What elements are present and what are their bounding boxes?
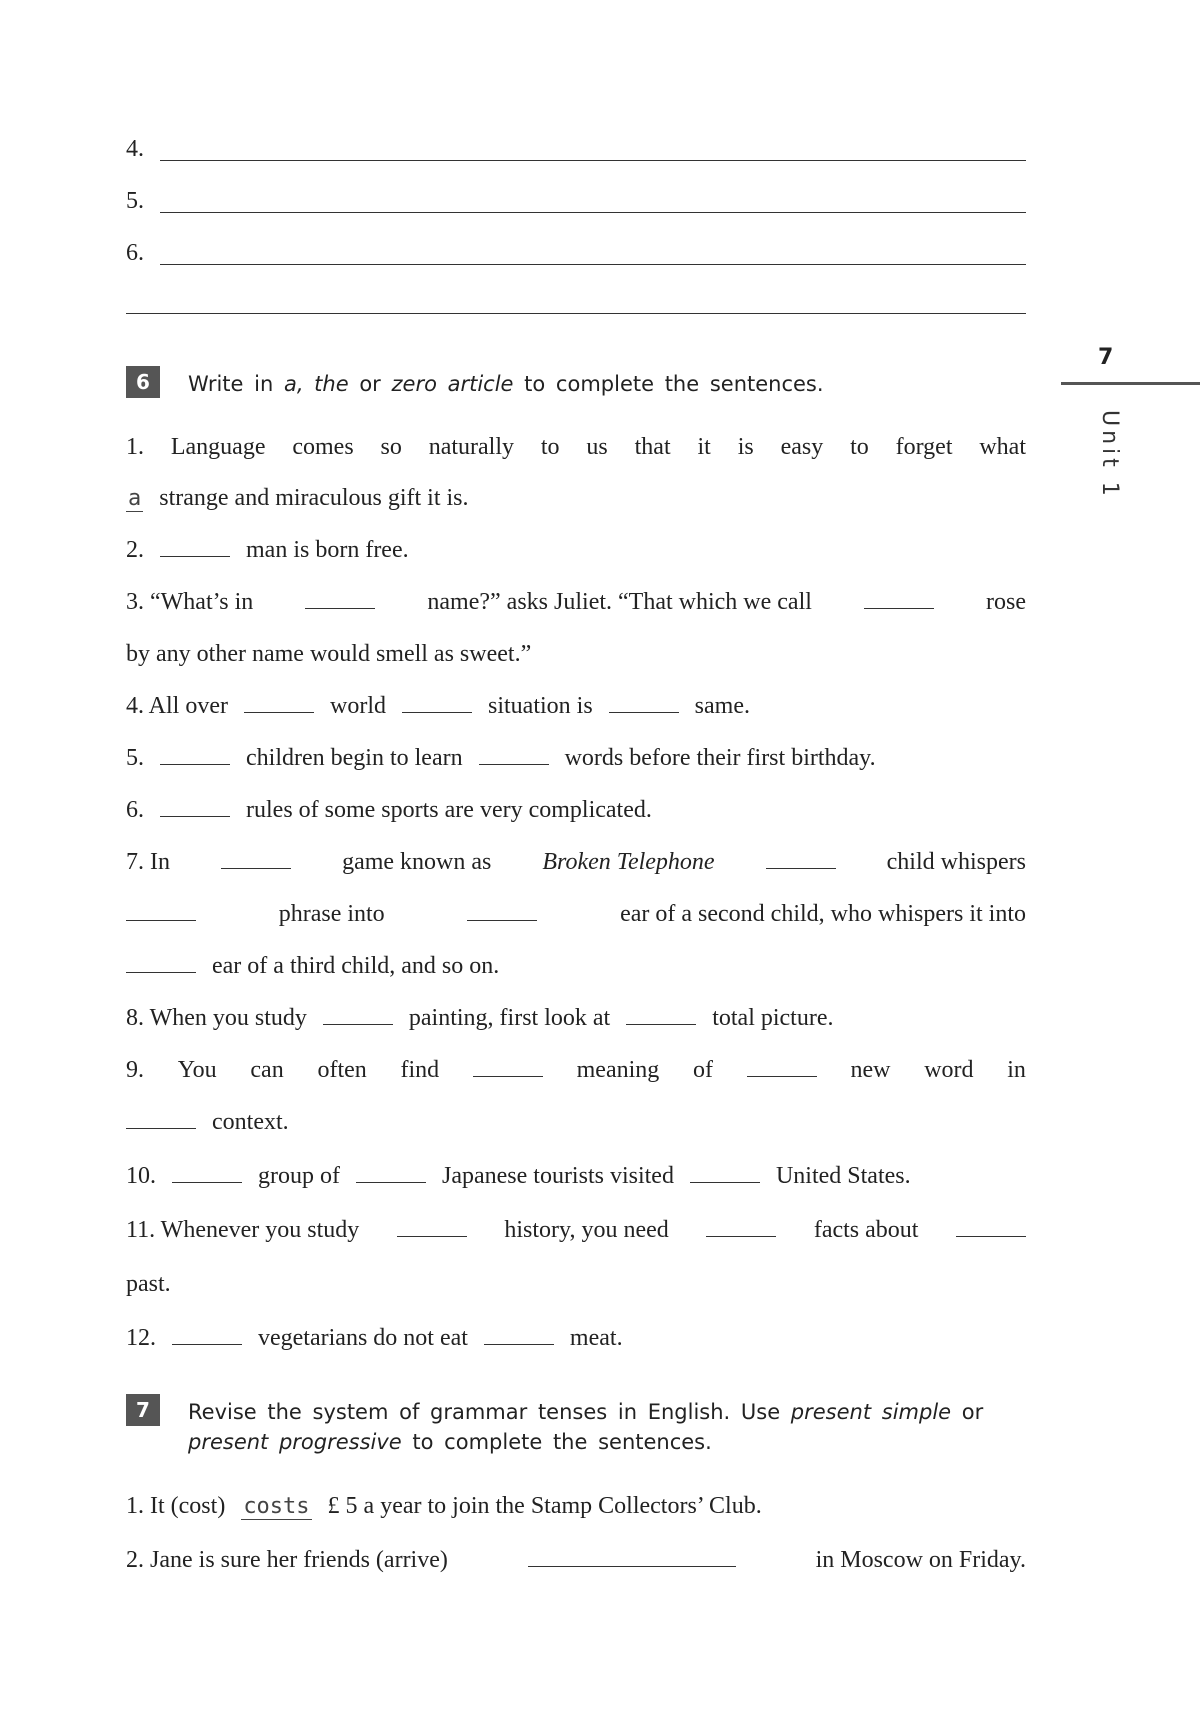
sentence-text: total picture.: [712, 1005, 834, 1031]
sentence-text: history, you need: [504, 1217, 669, 1243]
answer-rule: [160, 160, 1026, 161]
sentence-line: [126, 1105, 1026, 1139]
sentence-text: group of: [258, 1163, 340, 1189]
instruction-text: Write in: [188, 372, 274, 396]
sentence-line: [126, 741, 1026, 775]
sentence-line: [126, 585, 1026, 619]
answer-blank[interactable]: [221, 848, 291, 869]
sentence-text: past.: [126, 1271, 171, 1297]
word: naturally: [428, 434, 515, 460]
answer-blank[interactable]: [956, 1216, 1026, 1237]
side-tab-divider: [1061, 382, 1200, 385]
exercise-6-header: [126, 366, 1026, 400]
word: word: [924, 1057, 974, 1083]
answer-line-4[interactable]: [126, 136, 1026, 166]
sentence-line: [126, 1543, 1026, 1577]
sentence-line: [126, 1001, 1026, 1035]
word: meaning: [576, 1057, 660, 1083]
sentence-text: in Moscow on Friday.: [815, 1547, 1026, 1573]
instruction-text: Revise the system of grammar tenses in English. Use: [188, 1400, 781, 1424]
answer-blank[interactable]: [766, 848, 836, 869]
sentence-text: strange and miraculous gift it is.: [159, 485, 469, 511]
answer-line-number: 6.: [126, 240, 144, 266]
word: that: [634, 434, 671, 460]
answer-blank[interactable]: [626, 1004, 696, 1025]
sentence-line: [126, 845, 1026, 879]
item-number: 6.: [126, 797, 144, 823]
item-number: 12.: [126, 1325, 156, 1351]
answer-line-continuation[interactable]: [126, 313, 1026, 314]
instruction-italic: a, the: [283, 372, 349, 396]
answer-blank[interactable]: [609, 692, 679, 713]
instruction-text: or: [359, 372, 381, 396]
sentence-line: [126, 481, 1026, 515]
sentence-line: [126, 1053, 1026, 1087]
sentence-text: rose: [986, 589, 1026, 615]
sentence-line: [126, 1267, 1026, 1301]
answer-blank[interactable]: [160, 796, 230, 817]
exercise-number-badge: 6: [126, 366, 160, 398]
word: Language: [170, 434, 266, 460]
sentence-text: 2. Jane is sure her friends (arrive): [126, 1547, 448, 1573]
answer-blank[interactable]: [467, 900, 537, 921]
answer-blank[interactable]: [402, 692, 472, 713]
game-title: Broken Telephone: [542, 849, 715, 875]
word: it: [697, 434, 711, 460]
word: You: [177, 1057, 217, 1083]
word: is: [737, 434, 754, 460]
sentence-text: situation is: [488, 693, 593, 719]
sentence-line: [126, 793, 1026, 827]
answer-blank[interactable]: [126, 952, 196, 973]
word: comes: [292, 434, 354, 460]
answer-blank[interactable]: [172, 1324, 242, 1345]
sentence-line: [126, 949, 1026, 983]
unit-label: Unit 1: [1097, 410, 1122, 500]
item-number: 5.: [126, 745, 144, 771]
instruction-italic: present progressive: [188, 1430, 402, 1454]
sentence-text: rules of some sports are very complicated.: [246, 797, 652, 823]
answer-blank[interactable]: [690, 1162, 760, 1183]
word: of: [693, 1057, 714, 1083]
sentence-text: words before their first birthday.: [564, 745, 876, 771]
sentence-text: 7. In: [126, 849, 170, 875]
answer-blank[interactable]: [126, 900, 196, 921]
sentence-text: child whispers: [886, 849, 1026, 875]
sentence-line: [126, 533, 1026, 567]
item-number: 10.: [126, 1163, 156, 1189]
word: new: [850, 1057, 891, 1083]
sample-answer: a: [128, 486, 142, 511]
sentence-text: man is born free.: [246, 537, 409, 563]
sentence-text: children begin to learn: [246, 745, 463, 771]
sentence-text: 11. Whenever you study: [126, 1217, 360, 1243]
item-number: 9.: [126, 1057, 144, 1083]
sentence-line: [126, 637, 1026, 671]
sentence-text: context.: [212, 1109, 289, 1135]
sentence-text: United States.: [775, 1163, 911, 1189]
instruction-text: to complete the sentences.: [524, 372, 824, 396]
word: so: [380, 434, 402, 460]
exercise-instruction: [188, 369, 1026, 399]
sentence-text: vegetarians do not eat: [258, 1325, 468, 1351]
answer-blank[interactable]: [126, 1108, 196, 1129]
exercise-instruction: [188, 1397, 1026, 1457]
answer-rule: [160, 264, 1026, 265]
answer-blank[interactable]: [356, 1162, 426, 1183]
sentence-text: game known as: [342, 849, 492, 875]
word: to: [540, 434, 560, 460]
sentence-text: painting, first look at: [408, 1005, 611, 1031]
answer-line-5[interactable]: [126, 188, 1026, 218]
sentence-text: name?” asks Juliet. “That which we call: [427, 589, 812, 615]
answer-line-number: 4.: [126, 136, 144, 162]
instruction-text: to complete the sentences.: [412, 1430, 712, 1454]
sentence-text: 1. It (cost): [126, 1493, 226, 1519]
answer-blank[interactable]: [160, 744, 230, 765]
word: find: [400, 1057, 440, 1083]
sentence-text: 3. “What’s in: [126, 589, 254, 615]
sentence-text: Japanese tourists visited: [441, 1163, 674, 1189]
answer-blank[interactable]: [528, 1546, 736, 1567]
answer-rule: [160, 212, 1026, 213]
sentence-line: [126, 1321, 1026, 1355]
sentence-text: same.: [694, 693, 750, 719]
answer-blank[interactable]: [484, 1324, 554, 1345]
instruction-italic: present simple: [790, 1400, 952, 1424]
sentence-line: [126, 689, 1026, 723]
word: to: [850, 434, 869, 460]
item-number: 1.: [126, 434, 144, 460]
word: can: [250, 1057, 284, 1083]
sentence-line: [126, 430, 1026, 464]
answer-blank[interactable]: [473, 1056, 543, 1077]
sentence-text: by any other name would smell as sweet.”: [126, 641, 532, 667]
exercise-number-badge: 7: [126, 1394, 160, 1426]
word: in: [1007, 1057, 1026, 1083]
word: forget: [895, 434, 953, 460]
instruction-text: or: [961, 1400, 984, 1424]
sentence-line: [126, 1159, 1026, 1193]
sentence-text: ear of a third child, and so on.: [212, 953, 500, 979]
item-number: 2.: [126, 537, 144, 563]
answer-line-number: 5.: [126, 188, 144, 214]
answer-blank[interactable]: [160, 536, 230, 557]
instruction-italic: zero article: [391, 372, 514, 396]
answer-blank[interactable]: [323, 1004, 393, 1025]
word: easy: [780, 434, 824, 460]
page-number: 7: [1098, 345, 1114, 370]
word: us: [586, 434, 608, 460]
word: often: [317, 1057, 367, 1083]
sample-answer: costs: [243, 1494, 310, 1519]
sentence-line: [126, 897, 1026, 931]
answer-blank[interactable]: [864, 588, 934, 609]
word: what: [979, 434, 1026, 460]
answer-blank[interactable]: [479, 744, 549, 765]
answer-blank[interactable]: [172, 1162, 242, 1183]
answer-blank[interactable]: [747, 1056, 817, 1077]
sentence-text: 4. All over: [126, 693, 228, 719]
sentence-text: meat.: [569, 1325, 623, 1351]
sentence-text: phrase into: [278, 901, 385, 927]
sentence-text: facts about: [813, 1217, 919, 1243]
answer-blank[interactable]: [397, 1216, 467, 1237]
sentence-line: [126, 1489, 1026, 1523]
answer-blank[interactable]: [706, 1216, 776, 1237]
sentence-line: [126, 1213, 1026, 1247]
answer-line-6[interactable]: [126, 240, 1026, 270]
answer-blank[interactable]: [305, 588, 375, 609]
answer-blank[interactable]: [244, 692, 314, 713]
sentence-text: ear of a second child, who whispers it into: [620, 901, 1026, 927]
exercise-7-header: [126, 1394, 1026, 1458]
sentence-text: 8. When you study: [126, 1005, 307, 1031]
sentence-text: £ 5 a year to join the Stamp Collectors’ Club.: [327, 1493, 762, 1519]
sentence-text: world: [330, 693, 386, 719]
